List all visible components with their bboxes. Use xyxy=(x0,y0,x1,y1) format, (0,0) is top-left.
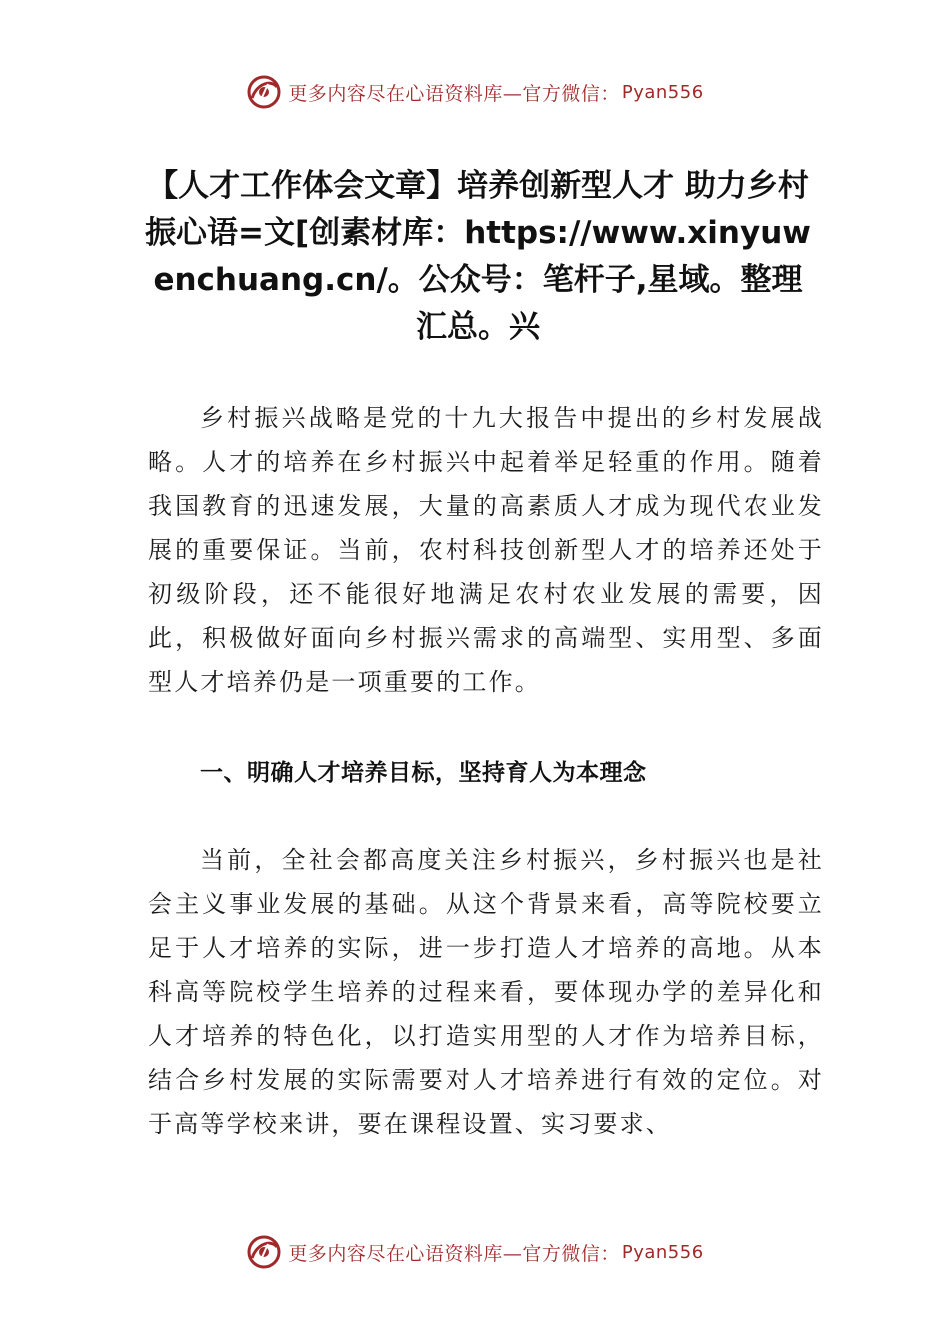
footer-banner xyxy=(0,1232,950,1272)
banner-text: 更多内容尽在心语资料库—官方微信： xyxy=(288,1242,620,1265)
body-paragraph-1: 乡村振兴战略是党的十九大报告中提出的乡村发展战略。人才的培养在乡村振兴中起着举足轻重的作用。随着我国教育的迅速发展，大量的高素质人才成为现代农业发展的重要保证。当前，农村科技创新型人才的培养还处于初级阶段，还不能很好地满足农村农业发展的需要，因此，积极做好面向乡村振兴需求的高端型、实用型、多面型人才培养仍是一项重要的工作。 xyxy=(148,404,824,696)
banner-text: 更多内容尽在心语资料库—官方微信： xyxy=(288,82,620,105)
header-banner xyxy=(0,72,950,112)
body-paragraph-2: 当前，全社会都高度关注乡村振兴，乡村振兴也是社会主义事业发展的基础。从这个背景来看，高等院校要立足于人才培养的实际，进一步打造人才培养的高地。从本科高等院校学生培养的过程来看，要体现办学的差异化和人才培养的特色化，以打造实用型的人才作为培养目标，结合乡村发展的实际需要对人才培养进行有效的定位。对于高等学校来讲，要在课程设置、实习要求、 xyxy=(148,846,824,1138)
document-title: 【人才工作体会文章】培养创新型人才 助力乡村振心语=文[创素材库：https://www.xinyuwenchuang.cn/。公众号：笔杆子,星域。整理汇总。兴 xyxy=(145,168,811,345)
wechat-id: Pyan556 xyxy=(621,81,704,103)
seal-logo-icon xyxy=(246,1234,282,1270)
section-heading: 一、明确人才培养目标，坚持育人为本理念 xyxy=(200,760,647,786)
seal-logo-icon xyxy=(246,74,282,110)
wechat-id: Pyan556 xyxy=(621,1241,704,1263)
